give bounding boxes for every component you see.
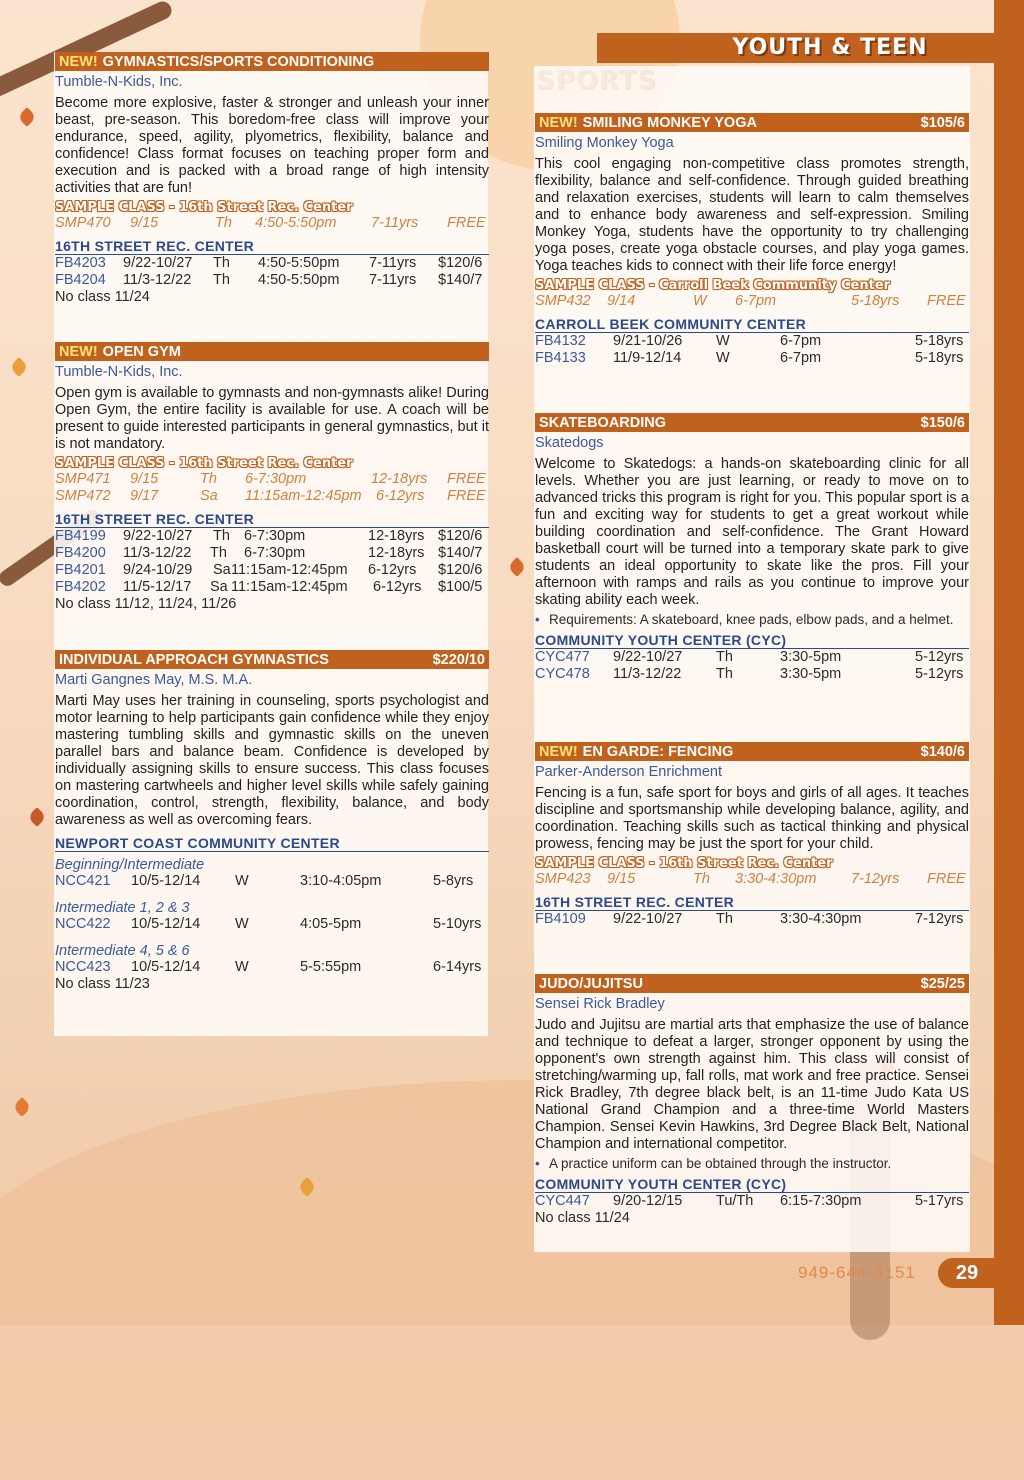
individual-gymnastics-title: INDIVIDUAL APPROACH GYMNASTICS — [59, 651, 329, 668]
class-code-link[interactable]: NCC421 — [55, 873, 111, 889]
class-row — [535, 649, 969, 666]
table-cell: 6-7:30pm — [245, 471, 307, 487]
class-row — [55, 562, 489, 579]
class-code-link[interactable]: FB4133 — [535, 350, 586, 366]
yoga-sample-title: SAMPLE CLASS - Carroll Beek Community Center — [535, 278, 891, 293]
footer-phone: 949-644-3151 — [798, 1263, 916, 1282]
class-code-link[interactable]: FB4132 — [535, 333, 586, 349]
table-cell: Tu/Th — [716, 1193, 754, 1209]
table-cell: 5-12yrs — [915, 649, 964, 665]
judo-price: $25/25 — [920, 975, 965, 992]
table-cell: W — [235, 916, 249, 932]
yoga-description: This cool engaging non-competitive class promotes strength, flexibility, balance and self-confidence. Through guided breathing and relaxation exercises, students will learn to calm themselves and to enhance body awareness and self-expression. Smiling Monkey Yoga, students have the opportunity to try challenging yoga poses, create yoga obstacle courses, and play yoga games. Yoga teaches kids to connect with their life force energy! — [535, 156, 969, 274]
table-cell: 12-18yrs — [368, 545, 425, 561]
table-cell: Sa — [213, 562, 231, 578]
table-cell: 11/5-12/17 — [123, 579, 192, 595]
table-cell: W — [716, 350, 730, 366]
individual-gymnastics-location: NEWPORT COAST COMMUNITY CENTER — [55, 835, 489, 852]
leaf-decoration — [507, 557, 527, 577]
table-cell: 3:30-4:30pm — [735, 871, 817, 887]
open-gym-description: Open gym is available to gymnasts and non-gymnasts alike! During Open Gym, the entire facility is available for use. A coach will be present to guide interested participants in general gymnastics, but it is not mandatory. — [55, 385, 489, 452]
skateboarding-description: Welcome to Skatedogs: a hands-on skateboarding clinic for all levels. Whether you are just learning, or ready to move on to advanced tricks this program is right for you. This popular sport is a fun and exciting way for students to get a great workout while building coordination and self-confidence. The Grant Howard basketball court will be turned into a temporary skate park to give students an ideal opportunity to skate like the pros. Fill your afternoon with ramps and rails as you continue to improve your skating ability each week. — [535, 456, 969, 608]
class-row — [55, 545, 489, 562]
class-row — [55, 916, 489, 933]
judo-note: No class 11/24 — [535, 1210, 630, 1226]
table-cell: 7-12yrs — [851, 871, 900, 887]
gymnastics-location: 16TH STREET REC. CENTER — [55, 238, 489, 255]
table-cell: 3:10-4:05pm — [300, 873, 382, 889]
individual-gymnastics-note: No class 11/23 — [55, 976, 150, 992]
table-cell: 9/15 — [130, 471, 159, 487]
class-row — [535, 666, 969, 683]
table-cell: $120/6 — [438, 528, 483, 544]
table-cell: 6-12yrs — [376, 488, 425, 504]
table-cell: $100/5 — [438, 579, 483, 595]
table-cell: $140/7 — [438, 272, 483, 288]
skateboarding-location: COMMUNITY YOUTH CENTER (CYC) — [535, 632, 969, 649]
yoga-provider[interactable]: Smiling Monkey Yoga — [535, 135, 674, 151]
class-code-link[interactable]: FB4204 — [55, 272, 106, 288]
class-row — [535, 911, 969, 928]
table-cell: Th — [693, 871, 710, 887]
table-cell: 11/3-12/22 — [123, 272, 192, 288]
table-cell: 3:30-5pm — [780, 649, 842, 665]
judo-description: Judo and Jujitsu are martial arts that emphasize the use of balance and technique to defeat a larger, stronger opponent by using the opponent's own strength against him. This class will consist of stretching/warming up, fall rolls, mat work and free practice. Sensei Rick Bradley, 7th degree black belt, is an 11-time Judo Kata US National Grand Champion and a three-time World Masters Champion. Sensei Kevin Hawkins, 3rd Degree Black Belt, National Champion and international competitor. — [535, 1017, 969, 1152]
class-row — [55, 873, 489, 890]
fencing-header — [535, 742, 969, 761]
class-code-link[interactable]: CYC447 — [535, 1193, 590, 1209]
table-cell[interactable]: SMP470 — [55, 215, 111, 231]
yoga-location: CARROLL BEEK COMMUNITY CENTER — [535, 316, 969, 333]
table-cell: 5-17yrs — [915, 1193, 964, 1209]
open-gym-location: 16TH STREET REC. CENTER — [55, 511, 489, 528]
yoga-price: $105/6 — [920, 114, 965, 131]
yoga-title: SMILING MONKEY YOGA — [582, 114, 757, 131]
table-cell: 9/21-10/26 — [613, 333, 683, 349]
skateboarding-price: $150/6 — [920, 414, 965, 431]
table-cell: 9/22-10/27 — [613, 649, 683, 665]
individual-gymnastics-price: $220/10 — [432, 651, 485, 668]
judo-requirement: • A practice uniform can be obtained through the instructor. — [535, 1155, 969, 1172]
class-code-link[interactable]: CYC477 — [535, 649, 590, 665]
individual-gymnastics-description: Marti May uses her training in counseling, sports psychologist and motor learning to help participants gain confidence while they enjoy mastering tumbling skills and gymnastic skills on the uneven parallel bars and balance beam. Confidence is developed by individually assigning skills to ensure success. This class focuses on mastering cartwheels and higher level skills while safely gaining coordination, control, strength, flexibility, balance, and body awareness as well as overcoming fears. — [55, 693, 489, 828]
open-gym-note: No class 11/12, 11/24, 11/26 — [55, 596, 237, 612]
fencing-sample-title: SAMPLE CLASS - 16th Street Rec. Center — [535, 856, 833, 871]
table-cell: Th — [716, 649, 733, 665]
judo-section — [535, 974, 969, 1226]
table-cell: 11:15am-12:45pm — [231, 562, 348, 578]
sample-row — [55, 215, 489, 232]
fencing-location: 16TH STREET REC. CENTER — [535, 894, 969, 911]
table-cell: Th — [210, 545, 227, 561]
judo-header — [535, 974, 969, 993]
table-cell: 6:15-7:30pm — [780, 1193, 862, 1209]
table-cell: 6-12yrs — [368, 562, 417, 578]
class-code-link[interactable]: CYC478 — [535, 666, 590, 682]
table-cell: 10/5-12/14 — [131, 916, 201, 932]
table-cell: W — [235, 959, 249, 975]
table-cell: Sa — [200, 488, 218, 504]
table-cell: 6-7pm — [780, 333, 822, 349]
class-row — [535, 333, 969, 350]
page-edge-bar — [994, 0, 1024, 1325]
table-cell: 7-12yrs — [915, 911, 964, 927]
new-badge: NEW! — [539, 743, 578, 760]
class-code-link[interactable]: NCC422 — [55, 916, 111, 932]
table-cell: 9/15 — [607, 871, 636, 887]
table-cell: $120/6 — [438, 255, 483, 271]
table-cell[interactable]: SMP471 — [55, 471, 111, 487]
table-cell: 9/15 — [130, 215, 159, 231]
table-cell[interactable]: SMP423 — [535, 871, 591, 887]
gymnastics-header — [55, 52, 489, 71]
table-cell: FREE — [927, 871, 966, 887]
table-cell: 7-11yrs — [369, 272, 417, 288]
table-cell[interactable]: SMP432 — [535, 293, 591, 309]
table-cell: Sa — [210, 579, 228, 595]
leaf-decoration — [12, 1097, 32, 1117]
gymnastics-section — [55, 52, 489, 305]
new-badge: NEW! — [539, 114, 578, 131]
class-row — [55, 579, 489, 596]
yoga-section — [535, 113, 969, 367]
table-cell: 9/17 — [130, 488, 159, 504]
individual-gymnastics-section — [55, 650, 489, 992]
leaf-decoration — [9, 357, 29, 377]
table-cell: 9/22-10/27 — [123, 528, 193, 544]
table-cell: 4:05-5pm — [300, 916, 362, 932]
class-row — [535, 350, 969, 367]
class-row — [55, 959, 489, 976]
fencing-description: Fencing is a fun, safe sport for boys and girls of all ages. It teaches discipline and sportsmanship while developing balance, agility, and coordination. Teaching skills such as tactical thinking and physical prowess, fencing may be just the sport for your child. — [535, 785, 969, 852]
level-label: Intermediate 1, 2 & 3 — [55, 900, 190, 916]
table-cell: 12-18yrs — [371, 471, 428, 487]
table-cell: 7-11yrs — [371, 215, 419, 231]
table-cell: Th — [716, 911, 733, 927]
table-cell: 6-14yrs — [433, 959, 482, 975]
gymnastics-note: No class 11/24 — [55, 289, 150, 305]
table-cell: 5-10yrs — [433, 916, 482, 932]
table-cell: FREE — [447, 215, 486, 231]
table-cell: Th — [215, 215, 232, 231]
class-row — [55, 272, 489, 289]
table-cell: 9/20-12/15 — [613, 1193, 683, 1209]
gymnastics-title: GYMNASTICS/SPORTS CONDITIONING — [102, 53, 375, 70]
table-cell: FREE — [447, 488, 486, 504]
table-cell: 11:15am-12:45pm — [245, 488, 362, 504]
class-row — [55, 528, 489, 545]
level-label: Beginning/Intermediate — [55, 857, 205, 873]
gymnastics-description: Become more explosive, faster & stronger and unleash your inner beast, pre-season. This boredom-free class will improve your endurance, speed, agility, plyometrics, flexibility, balance and confidence! Class format focuses on teaching proper form and execution and is packed with a broad range of high intensity activities that are fun! — [55, 95, 489, 196]
skateboarding-requirement: • Requirements: A skateboard, knee pads, elbow pads, and a helmet. — [535, 611, 969, 628]
table-cell: 4:50-5:50pm — [255, 215, 337, 231]
skateboarding-title: SKATEBOARDING — [539, 414, 667, 431]
gymnastics-sample-title: SAMPLE CLASS - 16th Street Rec. Center — [55, 200, 353, 215]
level-label: Intermediate 4, 5 & 6 — [55, 943, 190, 959]
table-cell: 11/3-12/22 — [123, 545, 192, 561]
fencing-provider[interactable]: Parker-Anderson Enrichment — [535, 764, 722, 780]
gymnastics-provider[interactable]: Tumble-N-Kids, Inc. — [55, 74, 183, 90]
yoga-header — [535, 113, 969, 132]
table-cell: 11:15am-12:45pm — [231, 579, 348, 595]
page-number: 29 — [938, 1258, 996, 1288]
sample-row — [535, 871, 969, 888]
table-cell: 5-18yrs — [915, 333, 964, 349]
individual-gymnastics-header — [55, 650, 489, 669]
table-cell: 5-18yrs — [915, 350, 964, 366]
table-cell: 4:50-5:50pm — [258, 272, 340, 288]
table-cell: 6-12yrs — [373, 579, 422, 595]
open-gym-header — [55, 342, 489, 361]
class-code-link[interactable]: NCC423 — [55, 959, 111, 975]
class-code-link[interactable]: FB4201 — [55, 562, 106, 578]
skateboarding-header — [535, 413, 969, 432]
table-cell: 3:30-4:30pm — [780, 911, 862, 927]
table-cell: 5-18yrs — [851, 293, 900, 309]
table-cell: 9/14 — [607, 293, 636, 309]
class-row — [55, 255, 489, 272]
judo-title: JUDO/JUJITSU — [539, 975, 643, 992]
new-badge: NEW! — [59, 343, 98, 360]
class-code-link[interactable]: FB4199 — [55, 528, 106, 544]
class-code-link[interactable]: FB4203 — [55, 255, 106, 271]
table-cell: 10/5-12/14 — [131, 959, 201, 975]
table-cell: 9/22-10/27 — [613, 911, 683, 927]
table-cell: 9/24-10/29 — [123, 562, 193, 578]
table-cell: FREE — [927, 293, 966, 309]
class-code-link[interactable]: FB4200 — [55, 545, 106, 561]
skateboarding-section — [535, 413, 969, 683]
table-cell: 12-18yrs — [368, 528, 425, 544]
class-row — [535, 1193, 969, 1210]
table-cell: $120/6 — [438, 562, 483, 578]
table-cell: W — [716, 333, 730, 349]
table-cell: W — [235, 873, 249, 889]
judo-provider[interactable]: Sensei Rick Bradley — [535, 996, 665, 1012]
table-cell: 7-11yrs — [369, 255, 417, 271]
fencing-price: $140/6 — [920, 743, 965, 760]
leaf-decoration — [17, 107, 37, 127]
table-cell: Th — [213, 255, 230, 271]
table-cell: 9/22-10/27 — [123, 255, 193, 271]
class-code-link[interactable]: FB4109 — [535, 911, 586, 927]
sample-row — [535, 293, 969, 310]
table-cell: 6-7pm — [735, 293, 777, 309]
table-cell: 3:30-5pm — [780, 666, 842, 682]
table-cell: 6-7:30pm — [244, 528, 306, 544]
table-cell[interactable]: SMP472 — [55, 488, 111, 504]
table-cell: 11/3-12/22 — [613, 666, 682, 682]
open-gym-section — [55, 342, 489, 612]
open-gym-sample-title: SAMPLE CLASS - 16th Street Rec. Center — [55, 456, 353, 471]
judo-location: COMMUNITY YOUTH CENTER (CYC) — [535, 1176, 969, 1193]
open-gym-provider[interactable]: Tumble-N-Kids, Inc. — [55, 364, 183, 380]
fencing-section — [535, 742, 969, 928]
section-header-title: YOUTH & TEEN — [732, 35, 928, 60]
table-cell: 6-7:30pm — [244, 545, 306, 561]
table-cell: 11/9-12/14 — [613, 350, 682, 366]
sample-row — [55, 488, 489, 505]
table-cell: Th — [716, 666, 733, 682]
table-cell: $140/7 — [438, 545, 483, 561]
table-cell: Th — [213, 528, 230, 544]
table-cell: 5-5:55pm — [300, 959, 362, 975]
table-cell: W — [693, 293, 707, 309]
open-gym-title: OPEN GYM — [102, 343, 181, 360]
skateboarding-provider[interactable]: Skatedogs — [535, 435, 604, 451]
leaf-decoration — [27, 807, 47, 827]
table-cell: 10/5-12/14 — [131, 873, 201, 889]
table-cell: Th — [213, 272, 230, 288]
class-code-link[interactable]: FB4202 — [55, 579, 106, 595]
new-badge: NEW! — [59, 53, 98, 70]
table-cell: 6-7pm — [780, 350, 822, 366]
table-cell: Th — [200, 471, 217, 487]
individual-gymnastics-provider[interactable]: Marti Gangnes May, M.S. M.A. — [55, 672, 253, 688]
table-cell: 5-12yrs — [915, 666, 964, 682]
sample-row — [55, 471, 489, 488]
table-cell: 5-8yrs — [433, 873, 474, 889]
table-cell: FREE — [447, 471, 486, 487]
fencing-title: EN GARDE: FENCING — [582, 743, 734, 760]
table-cell: 4:50-5:50pm — [258, 255, 340, 271]
